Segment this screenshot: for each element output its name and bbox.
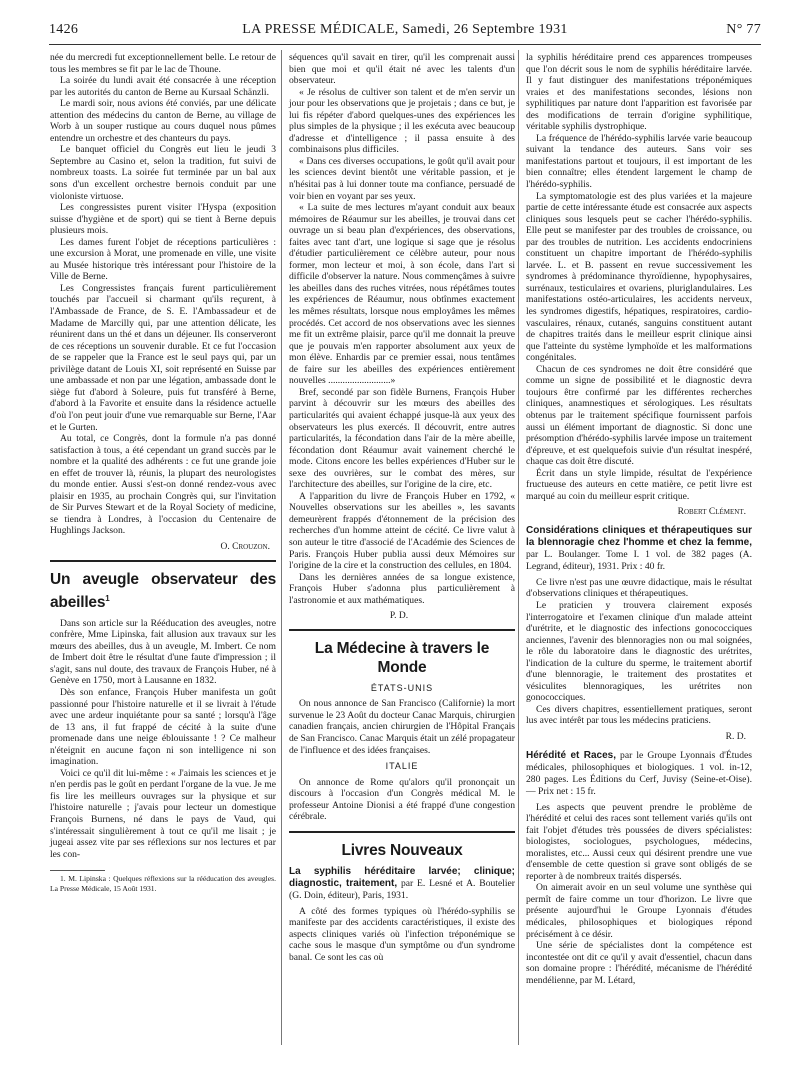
paragraph: Dès son enfance, François Huber manifesta un goût passionné pour l'histoire naturelle et il se livrait à l'étude avec une ardeur inquiétante pour sa santé ; lorsqu'à l'âge de 13 ans, il fut frappé de cécité à la suite d'une promenade dans une neige éblouissante ! ? Ce malheur n'éteignit en aucune façon ni son intelligence ni son imagination.: [50, 686, 276, 768]
signature: P. D.: [389, 611, 409, 622]
header-rule: [49, 44, 761, 45]
footnote-mark: 1: [105, 593, 110, 603]
paragraph: née du mercredi fut exceptionnellement belle. Le retour de tous les membres se fit par le lac de Thoune.: [50, 52, 276, 75]
paragraph: Bref, secondé par son fidèle Burnens, François Huber parvint à découvrir sur les mœurs des abeilles des particularités qui avaient échappé jusque-là aux yeux des observateurs les plus exercés. Il découvrit, entre autres particularités, la fécondation dans l'air de la mère abeille, fécondation dont Réaumur avait vainement cherché le mode. Citons encore les belles expériences d'Huber sur le sexe des ouvrières, sur le combat des mères, sur l'architecture des abeilles, sur l'origine de la cire, etc.: [289, 386, 515, 491]
paragraph: La soirée du lundi avait été consacrée à une réception par les autorités du canton de Berne au Kursaal Schänzli.: [50, 75, 276, 98]
book-title: [526, 525, 752, 573]
paragraph: Le praticien y trouvera clairement exposés l'interrogatoire et l'examen clinique d'un malade atteint d'urétrite, et le diagnostic des infections gonococciques anciennes, l'avenir des blennoragies non ou mal soignées, le rôle du laboratoire dans le diagnostic des urétrites, l'indication de la culture du sperme, le traitement abortif d'une blennoragie, le traitement des prostatites et vésiculites blennoragiques, les urétrites non gonococciques.: [526, 599, 752, 704]
subheading-italie: ITALIE: [385, 761, 419, 772]
book-title-text: Considérations cliniques et thérapeutiques sur la blennoragie chez l'homme et chez la femme,: [526, 524, 752, 548]
paragraph: Dans son article sur la Rééducation des aveugles, notre confrère, Mme Lipinska, fait allusion aux travaux sur les mœurs des abeilles, dus à un aveugle, M. Imbert. Ce nom de Imbert doit être le résultat d'une faute d'impression ; il s'agit, sans nul doute, des travaux de François Huber, né à Genève en 1750, mort à Lausanne en 1832.: [50, 617, 276, 687]
book-title-text: Hérédité et Races,: [526, 749, 617, 761]
column-divider: [281, 50, 282, 1045]
paragraph: Au total, ce Congrès, dont la formule n'a pas donné satisfaction à tous, a été cependant un grand succès par le nombre et la qualité des adhérents : ce fut une grande joie en effet de trouver là, réunis, la plupart des neurologistes du monde entier. Aussi s'est-on donné rendez-vous avec plaisir en 1935, au prochain Congrès qui, sur l'invitation de Sir Purves Stewart et de la Royal Society of medicine, se tiendra à Londres, à l'occasion du Centenaire de Hughlings Jackson.: [50, 433, 276, 537]
paragraph: On aimerait avoir en un seul volume une synthèse qui permît de faire comme un tour d'horizon. Le livre que présente aujourd'hui le Groupe Lyonnais d'études médicales, philosophiques et biologiques répond précisément à ce désir.: [526, 882, 752, 940]
column-3: [526, 52, 752, 986]
column-1: [50, 52, 276, 893]
book-meta: par L. Boulanger. Tome I. 1 vol. de 382 pages (A. Legrand, éditeur), 1931. Prix : 40 fr.: [526, 548, 752, 572]
paragraph: « Je résolus de cultiver son talent et de m'en servir un jour pour les observations que je projetais ; dans ce but, je lui fis répéter d'abord quelques-unes des expériences les plus simples de la physique ; il les exécuta avec beaucoup d'adresse et d'intelligence ; il passa ensuite à des combinaisons plus difficiles.: [289, 86, 515, 156]
paragraph: Ce livre n'est pas une œuvre didactique, mais le résultat d'observations cliniques et thérapeutiques.: [526, 576, 752, 600]
page-number: 1426: [49, 22, 79, 37]
paragraph: A côté des formes typiques où l'hérédo-syphilis se manifeste par des accidents caractéristiques, il existe des aspects cliniques variés où l'infection tréponémique se cache sous le masque d'un symptôme ou d'un syndrome banal. Ce sont les cas où: [289, 905, 515, 963]
section-rule: [289, 629, 515, 631]
paragraph: Le banquet officiel du Congrès eut lieu le jeudi 3 Septembre au Casino et, selon la tradition, fut suivi de nombreux toasts. La soirée fut terminée par un bal aux sons d'un excellent orchestre bernois conduit par une violoniste virtuose.: [50, 144, 276, 202]
page-header: [49, 22, 761, 42]
paragraph: Écrit dans un style limpide, résultat de l'expérience fructueuse des auteurs en cette matière, ce petit livre est marqué au coin du meilleur esprit critique.: [526, 467, 752, 502]
paragraph: Chacun de ces syndromes ne doit être considéré que comme un signe de possibilité et le diagnostic devra toujours être confirmé par les différentes recherches cliniques, anamnestiques et sérologiques. Les résultats obtenus par le traitement spécifique fournissent parfois aussi un élément important de diagnostic. Si donc une présomption d'hérédo-syphilis larvée impose un traitement d'épreuve, et est quelquefois suivie d'un résultat inespéré, chaque cas doit être discuté.: [526, 363, 752, 468]
column-divider: [518, 50, 519, 1045]
paragraph: « Dans ces diverses occupations, le goût qu'il avait pour les sciences devint bientôt une véritable passion, et je n'hésitai pas à lui donner toute ma confiance, persuadé de voir bien en voyant par ses yeux.: [289, 155, 515, 202]
paragraph: On annonce de Rome qu'alors qu'il prononçait un discours à l'occasion d'un Congrès médical M. le professeur Antoine Dionisi a été frappé d'une congestion cérébrale.: [289, 776, 515, 823]
paragraph: Les Congressistes français furent particulièrement touchés par l'accueil si charmant qu'ils reçurent, à l'Ambassade de France, de S. E. l'Ambassadeur et de Madame de Marcilly qui, par une attention délicate, les réunirent dans un thé et dans un déjeuner. Ils conserveront de ces réceptions un souvenir durable. Et ce fut l'occasion de se rappeler que la France est le seul pays qui, par un privilège datant de Louis XI, soit représenté en Suisse par une ambassade et non par une légation, ambassade dont le siège fut d'abord à Soleure, puis fut transféré à Berne, d'abord à la Favorite et ensuite dans la résidence actuelle d'où l'on peut jouir d'une vue remarquable sur Berne, l'Aar et le Gurten.: [50, 282, 276, 433]
footnote-rule: [50, 870, 105, 871]
section-rule: [289, 831, 515, 833]
paragraph: Dans les dernières années de sa longue existence, François Huber s'adonna plus particulièrement à l'astronomie et aux mathématiques.: [289, 571, 515, 606]
paragraph: « La suite de mes lectures m'ayant conduit aux beaux mémoires de Réaumur sur les abeilles, je trouvai dans cet ouvrage un si beau plan d'expériences, des observations, faites avec tant d'art, une logique si sage que je résolus d'étudier particulièrement ce célèbre auteur, pour nous former, mon lecteur et moi, à son école, dans l'art si difficile d'observer la nature. Nous commençâmes à suivre les abeilles dans des ruches vitrées, nous répétâmes toutes les expériences de Réaumur, nous obtînmes exactement les mêmes résultats, lorsque nous employâmes les mêmes procédés. Cet accord de nos observations avec les siennes me fit un extrême plaisir, parce qu'il me donnait la preuve que je pouvais m'en rapporter absolument aux yeux de mon élève. Enhardis par ce premier essai, nous tentâmes de faire sur les abeilles des expériences entièrement nouvelles ..........................»: [289, 202, 515, 387]
paragraph: Les aspects que peuvent prendre le problème de l'hérédité et celui des races sont tellement variés qu'ils ont fait l'objet d'études très poussées de divers spécialistes: biologistes, sociologues, psychologues, médecins, moralistes, etc... Aussi ceux qui désirent prendre une vue d'ensemble de cette question si grave sont obligés de se reporter à de nombreux traités dispersés.: [526, 801, 752, 882]
signature: R. D.: [725, 731, 746, 742]
paragraph: La symptomatologie est des plus variées et la majeure partie de cette intéressante étude est consacrée aux aspects cliniques sous lesquels peut se cacher l'hérédo-syphilis. Elle peut se manifester par des troubles de croissance, ou par des troubles de nutrition. Les accidents endocriniens constituent un chapitre important de l'hérédo-syphilis larvée. L. et B. passent en revue successivement les syndromes à prédominance thyroïdienne, hypophysaires, surrénaux, testiculaires et ovariens, pluriglandulaires. Les manifestations ostéo-articulaires, les accidents nerveux, les syndromes digestifs, hépatiques, respiratoires, cardio-vasculaires, rénaux, cutanés, sanguins constituent autant de chapitres traités dans le meilleur esprit clinique ainsi que l'atteinte du système lymphoïde et les malformations congénitales.: [526, 190, 752, 364]
column-2: [289, 52, 515, 964]
paragraph: Les dames furent l'objet de réceptions particulières : une excursion à Morat, une promenade en ville, une visite au Musée historique très intéressant pour l'histoire de la Ville de Berne.: [50, 236, 276, 283]
section-heading-livres: Livres Nouveaux: [341, 841, 463, 859]
journal-title: LA PRESSE MÉDICALE, Samedi, 26 Septembre 1931: [242, 22, 568, 37]
heading-text: Un aveugle observateur des abeilles: [50, 570, 276, 611]
signature: O. Crouzon.: [220, 541, 270, 552]
paragraph: Ces divers chapitres, essentiellement pratiques, seront lus avec intérêt par tous les médecins praticiens.: [526, 703, 752, 727]
book-meta: par E. Lesné et A. Boutelier (G. Doin, éditeur), Paris, 1931.: [289, 877, 515, 901]
section-heading-monde: La Médecine à travers le Monde: [314, 639, 490, 676]
paragraph: A l'apparition du livre de François Huber en 1792, « Nouvelles observations sur les abeilles », les savants demeurèrent frappés d'étonnement de la précision des recherches d'un homme atteint de cécité. Ce livre valut à son auteur le titre d'associé de l'Académie des Sciences de Paris. François Huber publia aussi deux Mémoires sur l'origine de la cire et la construction des cellules, en 1804.: [289, 490, 515, 572]
footnote: 1. M. Lipinska : Quelques réflexions sur la rééducation des aveugles. La Presse Médicale, 15 Août 1931.: [50, 874, 276, 893]
paragraph: Voici ce qu'il dit lui-même : « J'aimais les sciences et je n'en perdis pas le goût en perdant l'organe de la vue. Je me fis lire les meilleurs ouvrages sur la physique et sur l'histoire naturelle ; j'avais pour lecteur un domestique François Burnens, né dans le pays de Vaud, qui s'intéressait singulièrement à tout ce qu'il me lisait ; je jugeai assez vite par ses réflexions sur nos lectures et par les con-: [50, 767, 276, 860]
book-title-text: La syphilis héréditaire larvée; clinique; diagnostic, traitement,: [289, 865, 515, 889]
paragraph: séquences qu'il savait en tirer, qu'il les comprenait aussi bien que moi et qu'il était né avec les talents d'un observateur.: [289, 52, 515, 87]
paragraph: Les congressistes purent visiter l'Hyspa (exposition suisse d'hygiène et de sport) qui se tient à Berne depuis plusieurs mois.: [50, 202, 276, 237]
book-meta: par le Groupe Lyonnais d'Études médicales, philosophiques et biologiques. 1 vol. in-12, 280 pages. Les Éditions du Cerf, Juvisy (Seine-et-Oise). — Prix net : 15 fr.: [526, 749, 753, 797]
issue-number: N° 77: [726, 22, 761, 37]
subheading-etats-unis: ÉTATS-UNIS: [370, 682, 434, 693]
book-title: [526, 750, 752, 798]
paragraph: La fréquence de l'hérédo-syphilis larvée varie beaucoup suivant la tendance des auteurs. Sans voir ses manifestations partout et toujours, il est important de les bien connaître; elles étendent largement le champ de l'hérédo-syphilis.: [526, 132, 752, 191]
book-title: [289, 866, 515, 902]
article-heading: [50, 570, 276, 612]
paragraph: On nous annonce de San Francisco (Californie) la mort survenue le 23 Août du docteur Canac Marquis, chirurgien canadien français, ancien chirurgien de l'Hôpital Français de San Francisco. Canac Marquis était un zélé propagateur de l'influence et des idées françaises.: [289, 698, 515, 756]
signature: Robert Clément.: [677, 507, 746, 518]
paragraph: Une série de spécialistes dont la compétence est incontestée ont dit ce qu'il y avait d'essentiel, chacun dans son domaine propre : l'hérédité, mécanisme de l'hérédité mendélienne, par M. Létard,: [526, 940, 752, 986]
paragraph: la syphilis héréditaire prend ces apparences trompeuses que l'on décrit sous le nom de syphilis héréditaire larvée. Il y faut distinguer des manifestations tréponémiques vraies et des manifestations secondes, lésions non syphilitiques par nature dont l'apparition est favorisée par des modifications de terrain d'origine syphilitique, véritable syphilis dystrophique.: [526, 52, 752, 133]
section-rule: [50, 560, 276, 562]
paragraph: Le mardi soir, nous avions été conviés, par une délicate attention des médecins du canton de Berne, au village de Worb à un souper rustique au cours duquel nous pûmes entendre un orchestre et des chanteurs du pays.: [50, 98, 276, 144]
